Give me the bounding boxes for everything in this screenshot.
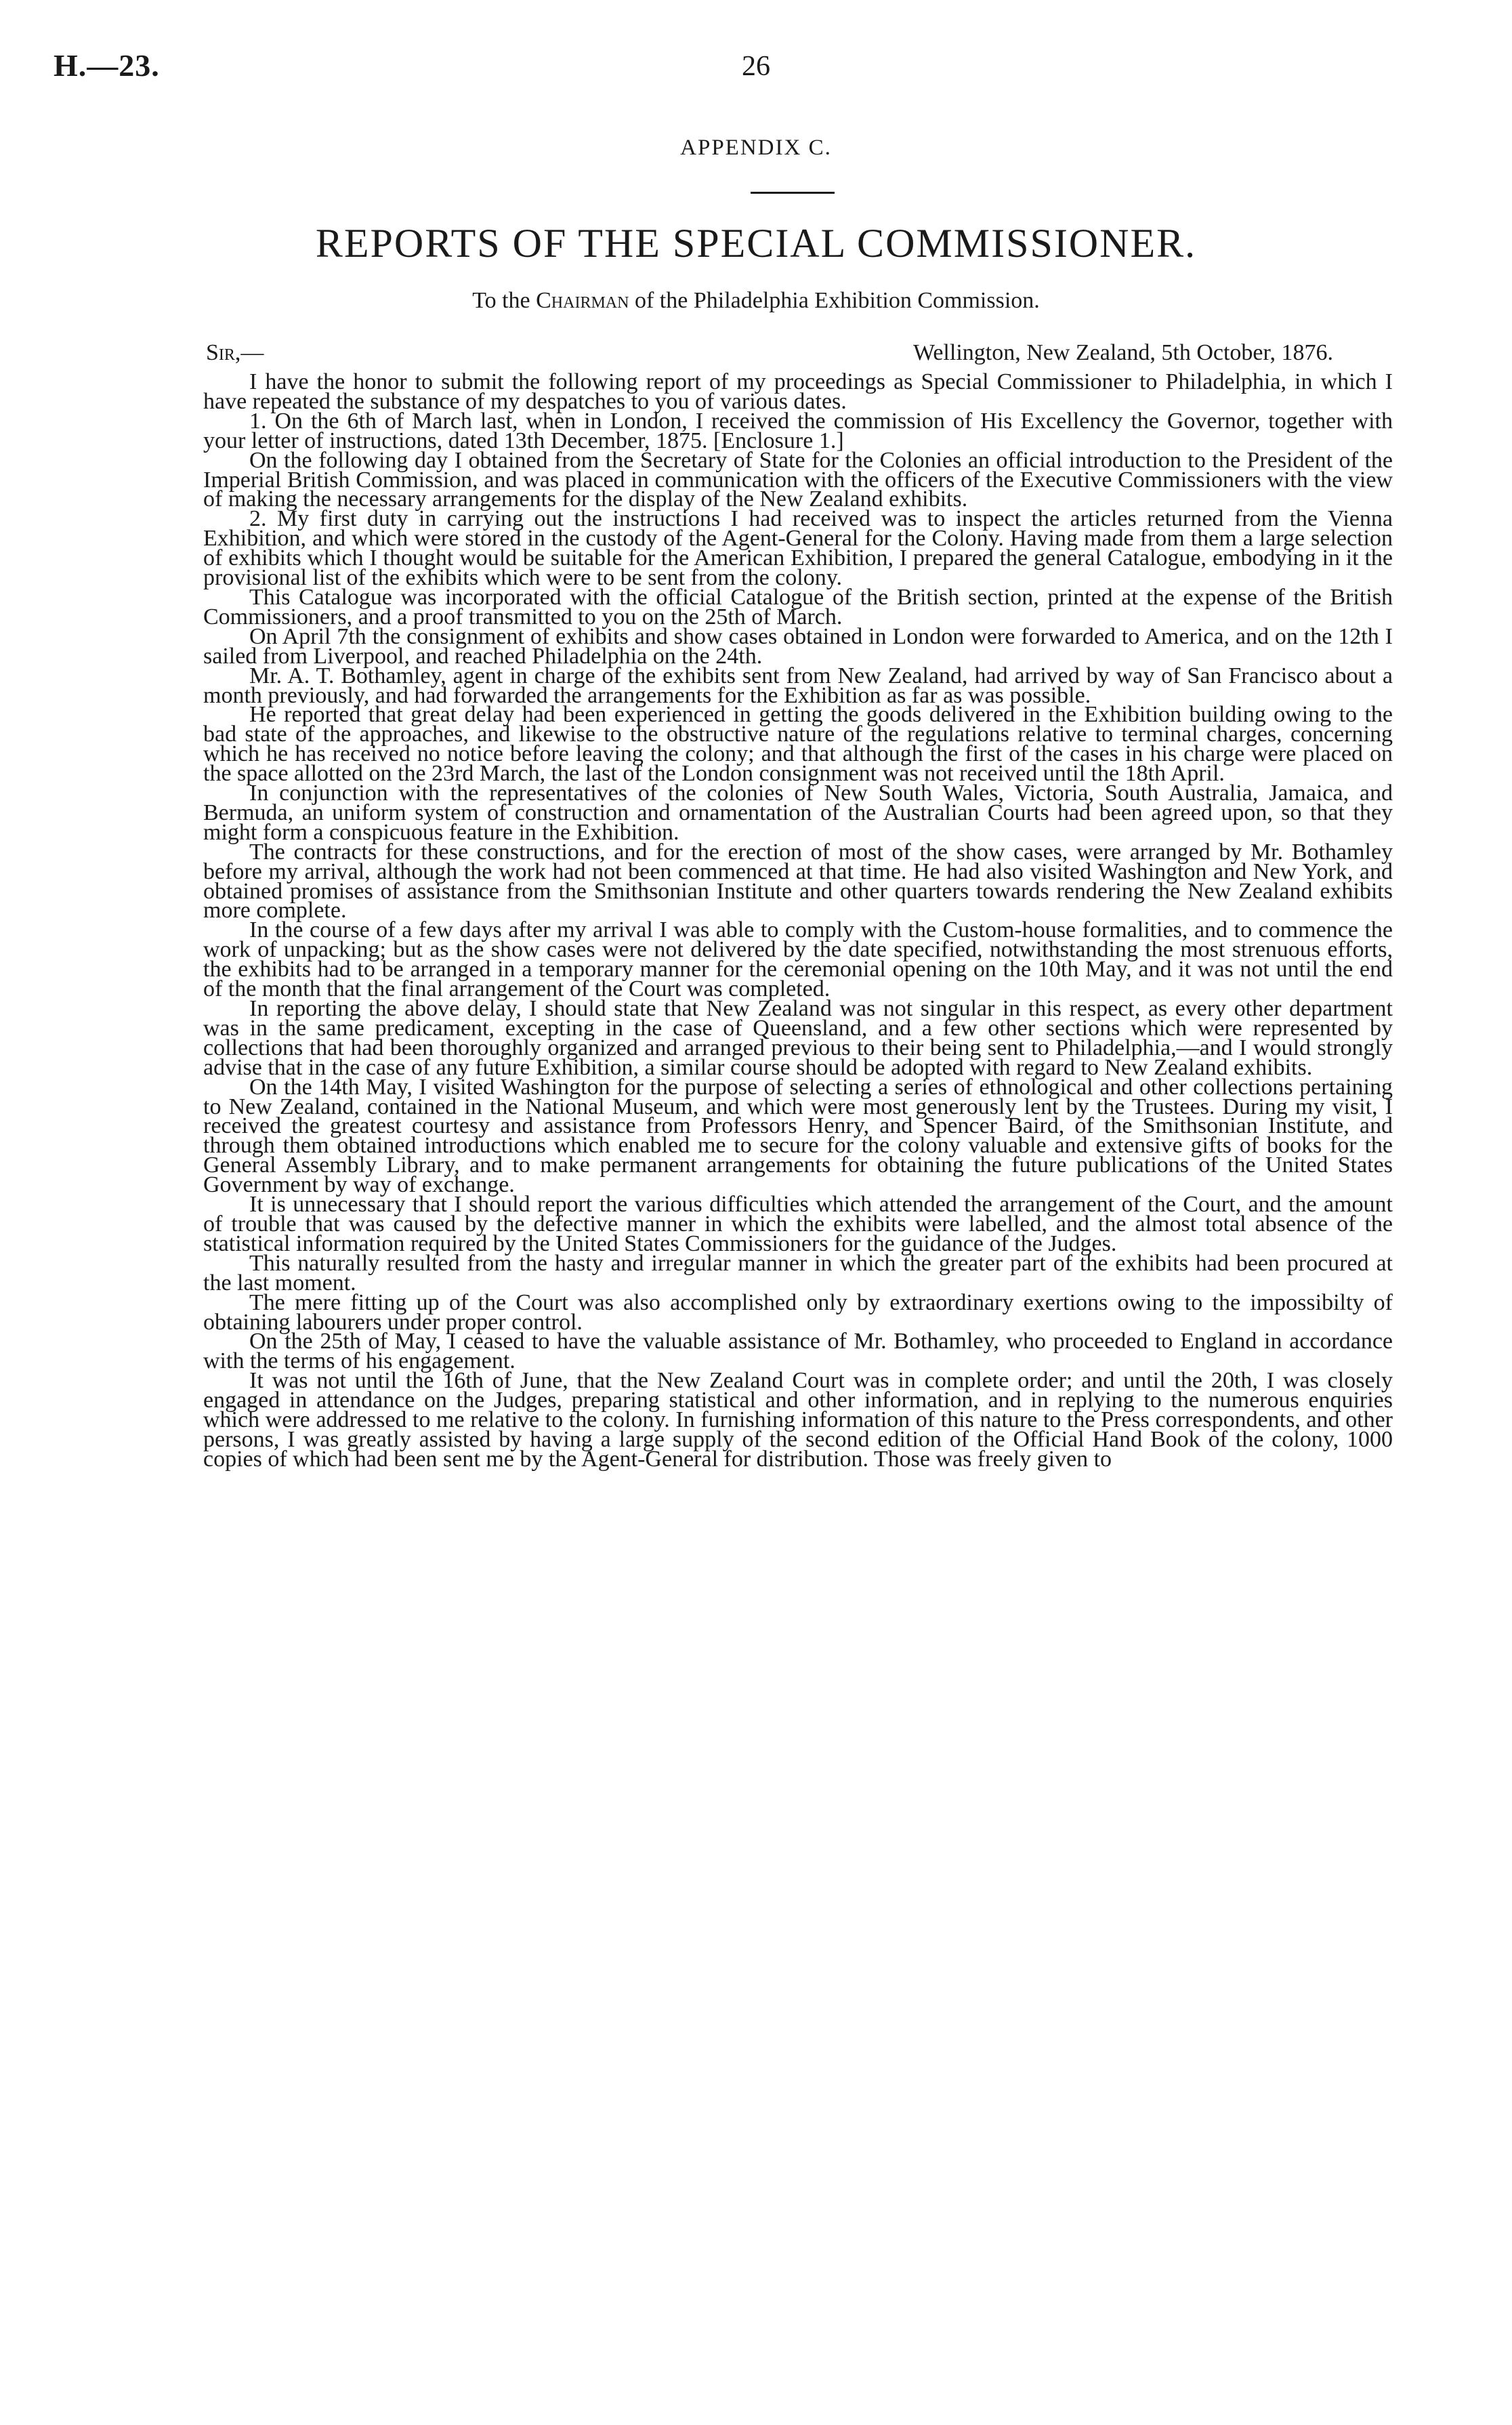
paragraph: On April 7th the consignment of exhibits and show cases obtained in London were forwarded to America, and on the 12th I sailed from Liverpool, and reached Philadelphia on the 24th. xyxy=(203,623,1393,669)
paragraph: In reporting the above delay, I should state that New Zealand was not singular in this respect, as every other department was in the same predicament, excepting in the case of Queensland, and a few other sections which were represented by collections that had been thoroughly organized and arranged previous to their being sent to Philadelphia,—and I would strongly advise that in the case of any future Exhibition, a similar course should be adopted with regard to New Zealand exhibits. xyxy=(203,996,1393,1080)
paragraph: On the 25th of May, I ceased to have the valuable assistance of Mr. Bothamley, who proceeded to England in accordance with the terms of his engagement. xyxy=(203,1329,1393,1374)
paragraph: 2. My first duty in carrying out the instructions I had received was to inspect the articles returned from the Vienna Exhibition, and which were stored in the custody of the Agent-General for the Colony. Having made from them a large selection of exhibits which I thought would be suitable for the American Exhibition, I prepared the general Catalogue, embodying in it the provisional list of the exhibits which were to be sent from the colony. xyxy=(203,506,1393,591)
title-rule xyxy=(751,192,835,194)
dateline: Wellington, New Zealand, 5th October, 1876. xyxy=(912,340,1333,365)
paragraph: On the 14th May, I visited Washington for the purpose of selecting a series of ethnological and other collections pertaining to New Zealand, contained in the National Museum, and which were most generously lent by the Trustees. During my visit, I received the greatest courtesy and assistance from Professors Henry, and Spencer Baird, of the Smithsonian Institute, and through them obtained introductions which enabled me to secure for the colony valuable and extensive gifts of books for the General Assembly Library, and to make permanent arrangements for obtaining the future publications of the United States Government by way of exchange. xyxy=(203,1074,1393,1198)
document-reference: H.—23. xyxy=(54,48,160,83)
paragraph: In conjunction with the representatives of the colonies of New South Wales, Victoria, South Australia, Jamaica, and Bermuda, an uniform system of construction and ornamentation of the Australian Courts had been agreed upon, so that they might form a conspicuous feature in the Exhibition. xyxy=(203,781,1393,845)
page-title: REPORTS OF THE SPECIAL COMMISSIONER. xyxy=(315,221,1197,266)
page-number: 26 xyxy=(742,51,770,82)
paragraph: The mere fitting up of the Court was also accomplished only by extraordinary exertions owing to the impossibilty of obtaining labourers under proper control. xyxy=(203,1289,1393,1335)
paragraph: I have the honor to submit the following report of my proceedings as Special Commissioner to Philadelphia, in which I have repeated the substance of my despatches to you of various dates. xyxy=(203,369,1393,414)
paragraph: The contracts for these constructions, and for the erection of most of the show cases, were arranged by Mr. Bothamley before my arrival, although the work had not been commenced at that time. He had also visited Washington and New York, and obtained promises of assistance from the Smithsonian Institute and other quarters towards rendering the New Zealand exhibits more complete. xyxy=(203,839,1393,924)
paragraph: This naturally resulted from the hasty and irregular manner in which the greater part of the exhibits had been procured at the last moment. xyxy=(203,1250,1393,1296)
paragraph: He reported that great delay had been experienced in getting the goods delivered in the Exhibition building owing to the bad state of the approaches, and likewise to the obstructive nature of the regulations relative to terminal charges, concerning which he has received no notice before leaving the colony; and that although the first of the cases in his charge were placed on the space allotted on the 23rd March, the last of the London consignment was not received until the 18th April. xyxy=(203,702,1393,787)
addressee-office: Chairman xyxy=(536,288,629,313)
addressee-suffix: of the Philadelphia Exhibition Commission. xyxy=(634,288,1040,313)
paragraph: Mr. A. T. Bothamley, agent in charge of the exhibits sent from New Zealand, had arrived by way of San Francisco about a month previously, and had forwarded the arrangements for the Exhibition as far as was possible. xyxy=(203,663,1393,708)
report-body xyxy=(203,369,1393,1472)
paragraph: On the following day I obtained from the Secretary of State for the Colonies an official introduction to the President of the Imperial British Commission, and was placed in communication with the officers of the Executive Commissioners with the view of making the necessary arrangements for the display of the New Zealand exhibits. xyxy=(203,447,1393,512)
addressee-line xyxy=(0,288,1512,314)
paragraph: It was not until the 16th of June, that the New Zealand Court was in complete order; and until the 20th, I was closely engaged in attendance on the Judges, preparing statistical and other information, and in replying to the numerous enquiries which were addressed to me relative to the colony. In furnishing information of this nature to the Press correspondents, and other persons, I was greatly assisted by having a large supply of the second edition of the Official Hand Book of the colony, 1000 copies of which had been sent me by the Agent-General for distribution. Those was freely given to xyxy=(203,1368,1393,1472)
paragraph: It is unnecessary that I should report the various difficulties which attended the arrangement of the Court, and the amount of trouble that was caused by the defective manner in which the exhibits were labelled, and the almost total absence of the statistical information required by the United States Commissioners for the guidance of the Judges. xyxy=(203,1192,1393,1256)
paragraph: This Catalogue was incorporated with the official Catalogue of the British section, printed at the expense of the British Commissioners, and a proof transmitted to you on the 25th of March. xyxy=(203,584,1393,629)
paragraph: 1. On the 6th of March last, when in London, I received the commission of His Excellency the Governor, together with your letter of instructions, dated 13th December, 1875. [Enclosure 1.] xyxy=(203,408,1393,453)
addressee-prefix: To the xyxy=(472,288,530,313)
salutation: Sir,— xyxy=(206,340,264,365)
appendix-label: APPENDIX C. xyxy=(680,136,832,160)
paragraph: In the course of a few days after my arrival I was able to comply with the Custom-house formalities, and to commence the work of unpacking; but as the show cases were not delivered by the date specified, notwithstanding the most strenuous efforts, the exhibits had to be arranged in a temporary manner for the ceremonial opening on the 10th May, and it was not until the end of the month that the final arrangement of the Court was completed. xyxy=(203,917,1393,1002)
